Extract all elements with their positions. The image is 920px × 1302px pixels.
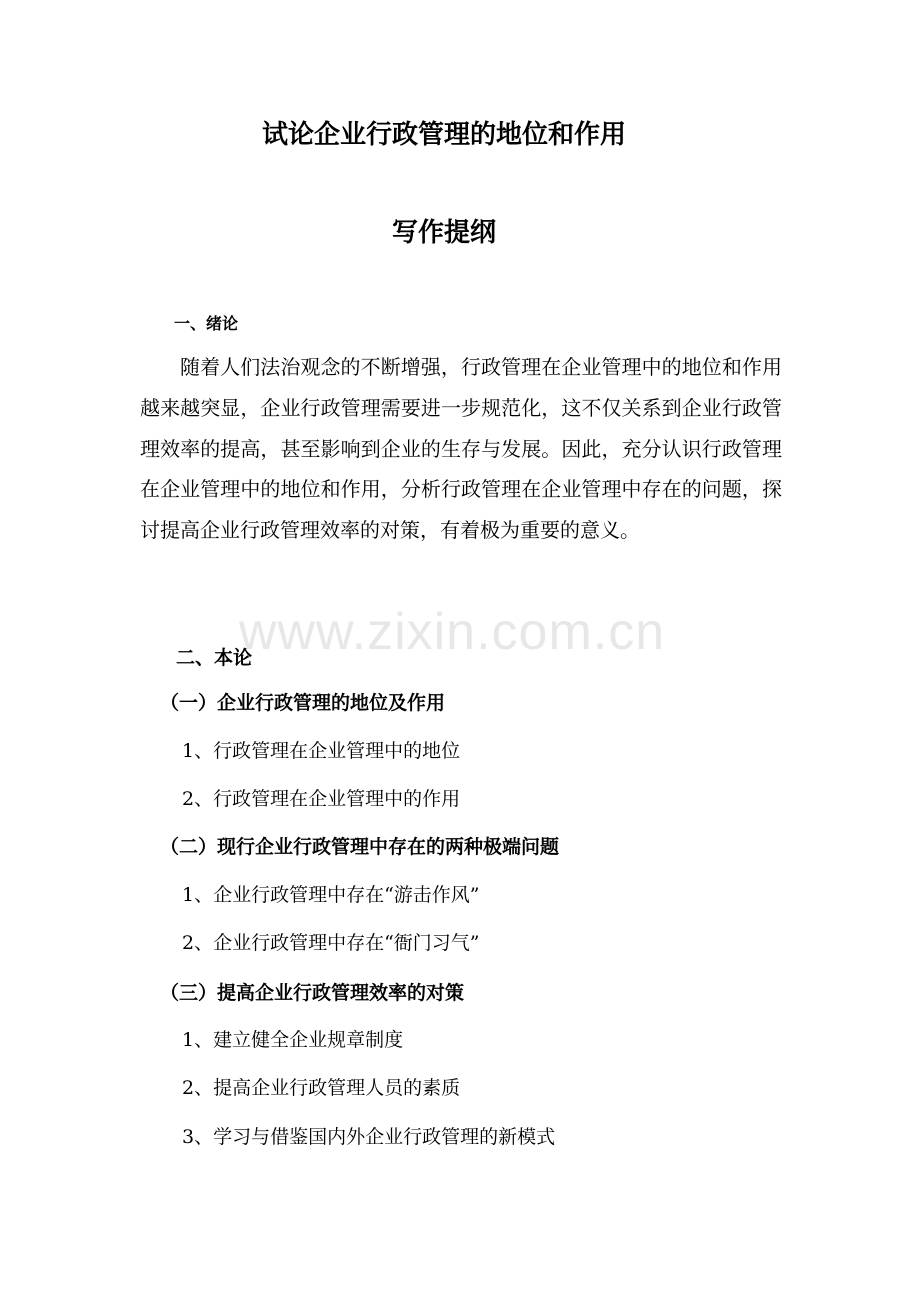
subsection-heading-1: （一）企业行政管理的地位及作用 — [160, 692, 446, 714]
watermark: www.zixin.com.cn — [238, 603, 666, 661]
outline-item: 3、学习与借鉴国内外企业行政管理的新模式 — [182, 1126, 556, 1148]
introduction-paragraph: 随着人们法治观念的不断增强，行政管理在企业管理中的地位和作用越来越突显，企业行政管理需要进一步规范化，这不仅关系到企业行政管理效率的提高，甚至影响到企业的生存与发展。因此，充分认识行政管理在企业管理中的地位和作用，分析行政管理在企业管理中存在的问题，探讨提高企业行政管理效率的对策，有着极为重要的意义。 — [140, 355, 782, 543]
outline-item: 2、企业行政管理中存在“衙门习气” — [182, 932, 480, 954]
subsection-heading-2: （二）现行企业行政管理中存在的两种极端问题 — [160, 836, 560, 858]
outline-item: 2、行政管理在企业管理中的作用 — [182, 788, 461, 810]
subsection-heading-3: （三）提高企业行政管理效率的对策 — [160, 982, 465, 1004]
outline-item: 1、行政管理在企业管理中的地位 — [182, 740, 461, 762]
section-heading-introduction: 一、绪论 — [174, 314, 239, 333]
document-subtitle: 写作提纲 — [391, 218, 496, 248]
outline-item: 1、建立健全企业规章制度 — [182, 1029, 404, 1051]
document-title: 试论企业行政管理的地位和作用 — [261, 120, 626, 150]
outline-item: 2、提高企业行政管理人员的素质 — [182, 1077, 461, 1099]
outline-item: 1、企业行政管理中存在“游击作风” — [182, 884, 480, 906]
section-heading-main-body: 二、本论 — [176, 647, 253, 669]
